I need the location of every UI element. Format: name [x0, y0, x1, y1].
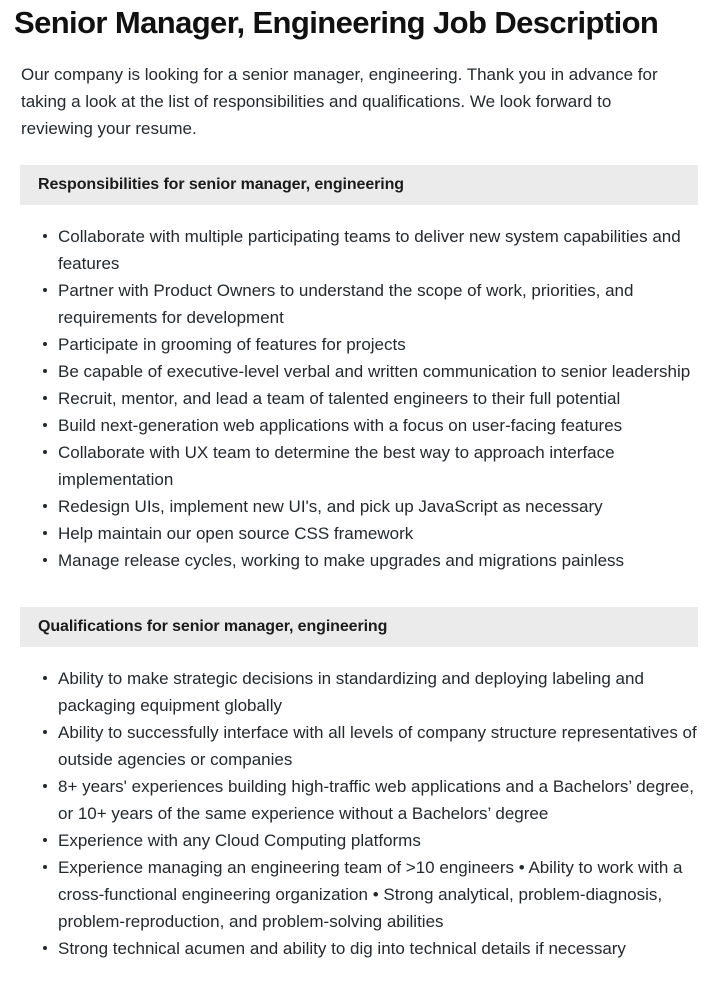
list-item: Be capable of executive-level verbal and written communication to senior leadership	[43, 358, 700, 385]
section-heading-responsibilities: Responsibilities for senior manager, engineering	[20, 165, 698, 205]
list-item: Collaborate with UX team to determine the best way to approach interface implementation	[43, 439, 700, 493]
qualifications-list	[0, 647, 720, 962]
list-item: Build next-generation web applications with a focus on user-facing features	[43, 412, 700, 439]
list-item: Recruit, mentor, and lead a team of talented engineers to their full potential	[43, 385, 700, 412]
list-item: Collaborate with multiple participating teams to deliver new system capabilities and features	[43, 223, 700, 277]
list-item: 8+ years' experiences building high-traffic web applications and a Bachelors’ degree, or 10+ years of the same experience without a Bachelors’ degree	[43, 773, 700, 827]
list-item: Manage release cycles, working to make upgrades and migrations painless	[43, 547, 700, 574]
list-item: Ability to successfully interface with all levels of company structure representatives of outside agencies or companies	[43, 719, 700, 773]
intro-paragraph: Our company is looking for a senior manager, engineering. Thank you in advance for taking a look at the list of responsibilities and qualifications. We look forward to reviewing your resume.	[21, 65, 658, 139]
list-item: Experience managing an engineering team of >10 engineers • Ability to work with a cross-functional engineering organization • Strong analytical, problem-diagnosis, problem-reproduction, and problem-solving abilities	[43, 854, 700, 935]
list-item: Ability to make strategic decisions in standardizing and deploying labeling and packaging equipment globally	[43, 665, 700, 719]
list-item: Strong technical acumen and ability to dig into technical details if necessary	[43, 935, 700, 962]
list-item: Experience with any Cloud Computing platforms	[43, 827, 700, 854]
page-title: Senior Manager, Engineering Job Description	[14, 5, 659, 40]
section-qualifications	[0, 607, 720, 962]
list-item: Help maintain our open source CSS framework	[43, 520, 700, 547]
list-item: Participate in grooming of features for projects	[43, 331, 700, 358]
list-item: Redesign UIs, implement new UI's, and pick up JavaScript as necessary	[43, 493, 700, 520]
section-responsibilities	[0, 165, 720, 574]
responsibilities-list	[0, 205, 720, 574]
section-heading-qualifications: Qualifications for senior manager, engineering	[20, 607, 698, 647]
list-item: Partner with Product Owners to understand the scope of work, priorities, and requirements for development	[43, 277, 700, 331]
